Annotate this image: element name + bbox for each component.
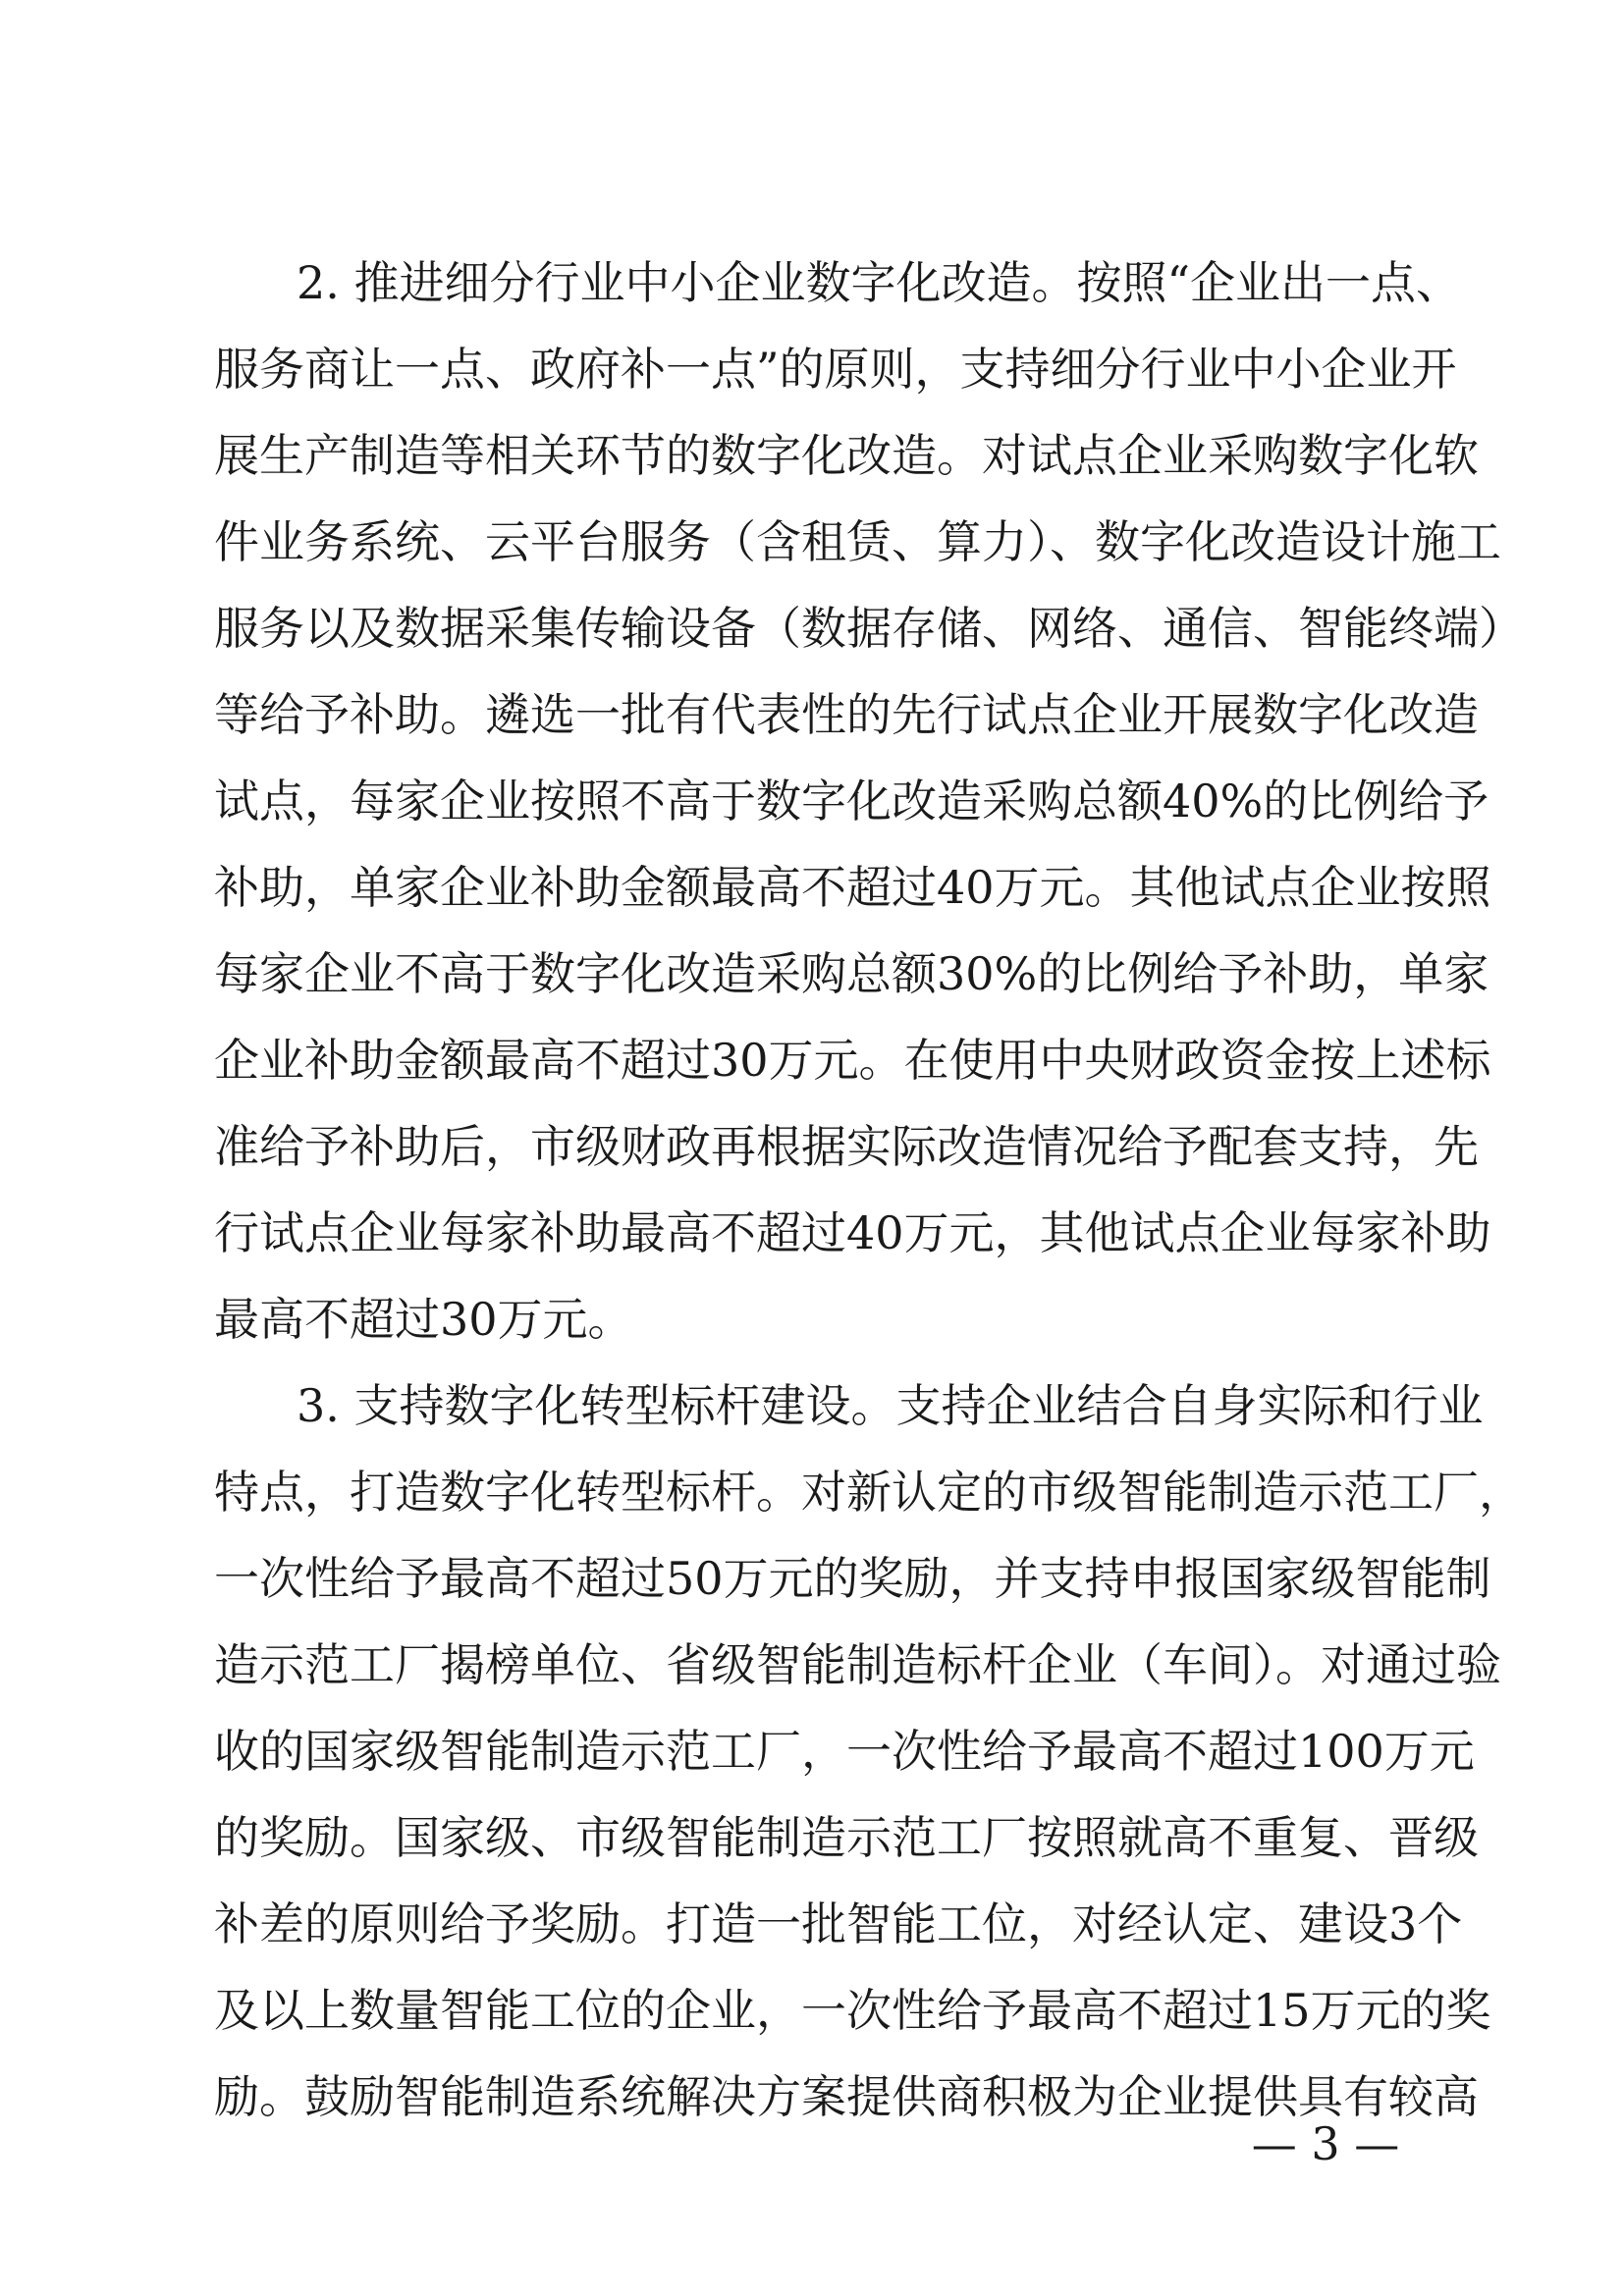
text-line: 最高不超过30万元。	[214, 1293, 633, 1346]
text-line: 准给予补助后，市级财政再根据实际改造情况给予配套支持，先	[214, 1120, 1479, 1173]
page-number: — 3 —	[1251, 2117, 1400, 2170]
body-text	[214, 240, 1524, 2140]
text-line: 造示范工厂揭榜单位、省级智能制造标杆企业（车间）。对通过验	[214, 1638, 1501, 1691]
text-line: 服务以及数据采集传输设备（数据存储、网络、通信、智能终端）	[214, 602, 1524, 655]
text-line: 企业补助金额最高不超过30万元。在使用中央财政资金按上述标	[214, 1034, 1491, 1087]
text-line: 3. 支持数字化转型标杆建设。支持企业结合自身实际和行业	[297, 1379, 1484, 1432]
text-line: 展生产制造等相关环节的数字化改造。对试点企业采购数字化软	[214, 429, 1479, 482]
text-line: 2. 推进细分行业中小企业数字化改造。按照“企业出一点、	[297, 256, 1462, 309]
text-line: 补助，单家企业补助金额最高不超过40万元。其他试点企业按照	[214, 861, 1491, 914]
text-line: 补差的原则给予奖励。打造一批智能工位，对经认定、建设3个	[214, 1897, 1463, 1950]
text-line: 行试点企业每家补助最高不超过40万元，其他试点企业每家补助	[214, 1206, 1491, 1259]
text-line: 特点，打造数字化转型标杆。对新认定的市级智能制造示范工厂，	[214, 1466, 1524, 1519]
text-line: 及以上数量智能工位的企业，一次性给予最高不超过15万元的奖	[214, 1984, 1491, 2037]
text-line: 励。鼓励智能制造系统解决方案提供商积极为企业提供具有较高	[214, 2070, 1479, 2123]
text-line: 试点，每家企业按照不高于数字化改造采购总额40%的比例给予	[214, 774, 1489, 828]
text-line: 件业务系统、云平台服务（含租赁、算力）、数字化改造设计施工	[214, 515, 1501, 568]
text-line: 每家企业不高于数字化改造采购总额30%的比例给予补助，单家	[214, 947, 1489, 1000]
text-line: 收的国家级智能制造示范工厂，一次性给予最高不超过100万元	[214, 1725, 1475, 1778]
text-line: 服务商让一点、政府补一点”的原则，支持细分行业中小企业开	[214, 343, 1457, 396]
text-line: 的奖励。国家级、市级智能制造示范工厂按照就高不重复、晋级	[214, 1811, 1479, 1864]
text-line: 等给予补助。遴选一批有代表性的先行试点企业开展数字化改造	[214, 688, 1479, 741]
text-line: 一次性给予最高不超过50万元的奖励，并支持申报国家级智能制	[214, 1552, 1491, 1605]
